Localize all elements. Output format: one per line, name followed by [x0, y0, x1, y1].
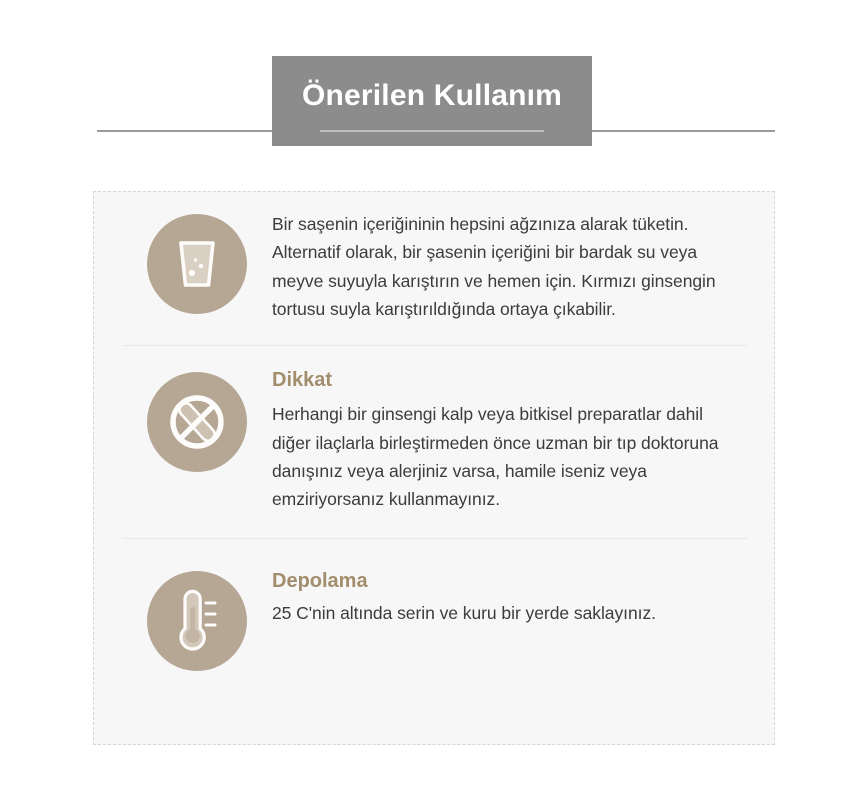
- section-text-cell: [272, 368, 748, 513]
- section-body: 25 C'nin altında serin ve kuru bir yerde saklayınız.: [272, 602, 656, 623]
- water-glass-icon: [172, 235, 222, 293]
- list-item: [122, 538, 748, 701]
- icon-circle: [147, 372, 247, 472]
- icon-circle: [147, 571, 247, 671]
- section-heading: Dikkat: [272, 369, 333, 392]
- title-box: [272, 56, 592, 146]
- section-heading: Depolama: [272, 569, 368, 592]
- page-title: Önerilen Kullanım: [301, 79, 563, 112]
- usage-panel: [93, 191, 775, 745]
- no-pills-icon: [166, 391, 228, 453]
- section-icon-cell: [122, 368, 272, 472]
- usage-section-list: [122, 192, 748, 744]
- icon-circle: [147, 214, 247, 314]
- section-icon-cell: [122, 210, 272, 314]
- list-item: [122, 192, 748, 345]
- title-inner-rule: [320, 130, 544, 132]
- section-text-cell: [272, 210, 748, 323]
- thermometer-icon: [170, 589, 224, 653]
- list-item: [122, 345, 748, 537]
- page-title-banner: [0, 56, 864, 146]
- section-icon-cell: [122, 569, 272, 671]
- section-body: Herhangi bir ginsengi kalp veya bitkisel preparatlar dahil diğer ilaçlarla birleştirmeden önce uzman bir tıp doktoruna danışınız veya alerjiniz varsa, hamile iseniz veya emziriyorsanız kullanmayınız.: [272, 404, 719, 510]
- section-body: Bir saşenin içeriğininin hepsini ağzınıza alarak tüketin. Alternatif olarak, bir şasenin içeriğini bir bardak su veya meyve suyuyla karıştırın ve hemen için. Kırmızı ginsengin tortusu suyla karıştırıldığında ortaya çıkabilir.: [272, 214, 716, 320]
- section-text-cell: [272, 569, 748, 627]
